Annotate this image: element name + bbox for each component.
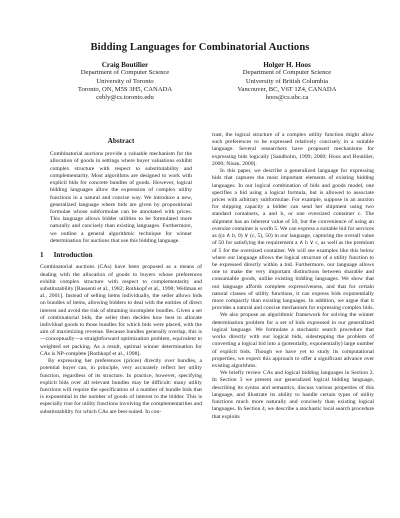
abstract-heading: Abstract <box>107 137 135 145</box>
section-heading <box>40 252 202 259</box>
author-block-2 <box>212 61 362 102</box>
paper-title: Bidding Languages for Combinatorial Auctions <box>90 42 310 53</box>
author-department: Department of Computer Science <box>242 69 332 77</box>
right-column <box>212 132 374 421</box>
section-title: Introduction <box>53 251 93 260</box>
body-paragraph: In this paper, we describe a generalized language for expressing bids that captures the most important elements of existing bidding languages. In our logical combination of bids and goods model, one specifies a bid using a logical formula, but is allowed to associate prices with arbitrary subformulae. For example, suppose in an auction for shipping capacity a bidder can send her shipment using two standard containers, a and b, or one oversized container c. The shipment has an inherent value of 50, but the convenience of using an oversize container is worth 5. We can express a suitable bid for services as ((a ∧ b, 0) ∨ (c, 5), 50) in our language, capturing the overall value of 50 for satisfying the requirement a ∧ b ∨ c, as well as the premium of 5 for the oversized container. We will see examples like this below where our language allows the logical structure of a utility function to be expressed directly within a bid. Furthermore, our language allows one to make the very important distinctions between sharable and consumable goods, unlike existing bidding languages. We show that our language affords complete expressiveness, and that for certain natural classes of utility functions, it can express bids exponentially more compactly than existing languages. In addition, we argue that it provides a natural and concise mechanism for expressing complex bids. <box>212 168 374 312</box>
body-paragraph: We briefly review CAs and logical bidding languages in Section 2. In Section 3 we present our generalized logical bidding language, describing its syntax and semantics, discuss various properties of this language, and illustrate its ability to handle certain types of utility functions much more naturally and concisely than existing logical languages. In Section 4, we describe a stochastic local search procedure that exploits <box>212 370 374 420</box>
author-name: Craig Boutilier <box>101 61 149 69</box>
author-university: University of British Columbia <box>245 77 329 85</box>
author-email: hoos@cs.ubc.ca <box>265 94 309 102</box>
author-block-1 <box>50 61 200 102</box>
author-address: Vancouver, BC, V6T 1Z4, CANADA <box>237 85 337 93</box>
author-address: Toronto, ON, M5S 3H5, CANADA <box>77 85 173 93</box>
author-email: cebly@cs.toronto.edu <box>96 94 154 102</box>
section-number: 1 <box>40 251 44 260</box>
abstract-text: Combinatorial auctions provide a valuable mechanism for the allocation of goods in settings where buyer valuations exhibit complex structure with respect to substitutability and complementarity. Most algorithms are designed to work with explicit bids for concrete bundles of goods. However, logical bidding languages allow the expression of complex utility functions in a natural and concise way. We introduce a new, generalized language where bids are given by propositional formulae whose subformulae can be annotated with prices. This language allows bidder utilities to be formulated more naturally and concisely than existing languages. Furthermore, we outline a general algorithmic technique for winner determination for auctions that use this bidding language. <box>50 151 192 244</box>
body-paragraph: By expressing her preferences (prices) directly over bundles, a potential buyer can, in principle, very accurately reflect her utility function, regardless of its structure. In practice, however, specifying explicit bids over all relevant bundles may be difficult: many utility functions will require the specification of a number of bundle bids that is exponential in the number of goods of interest to the bidder. This is especially true for utility functions involving the complementarities and substitutability for which CAs are best-suited. In con- <box>40 358 202 415</box>
author-name: Holger H. Hoos <box>263 61 311 69</box>
body-paragraph: Combinatorial auctions (CAs) have been proposed as a means of dealing with the allocation of goods to buyers whose preferences exhibit complex structure with respect to complementarity and substitutability [Rassenti et al., 1982; Rothkopf et al., 1998; Wellman et al., 2001]. Instead of selling items individually, the seller allows bids on bundles of items, allowing bidders to deal with the entities of direct interest and avoid the risk of obtaining incomplete bundles. Given a set of combinatorial bids, the seller then decides how best to allocate individual goods to those bundles for which bids were placed, with the aim of maximizing revenue. Because bundles generally overlap, this is—conceptually—a straightforward optimization problem, equivalent to weighted set packing. As a result, optimal winner determination for CAs is NP-complete [Rothkopf et al., 1998]. <box>40 264 202 357</box>
left-column <box>40 130 202 416</box>
body-paragraph: We also propose an algorithmic framework for solving the winner determination problem for a set of bids expressed in our generalized logical language. We formulate a stochastic search procedure that works directly with our logical bids, sidestepping the problem of converting a logical bid into a (potentially, exponentially) large number of explicit bids. Though we have yet to study its computational properties, we expect this approach to offer a significant advance over existing algorithms. <box>212 312 374 369</box>
abstract-body <box>40 151 202 245</box>
author-department: Department of Computer Science <box>80 69 170 77</box>
author-university: University of Toronto <box>96 77 154 85</box>
body-paragraph: trast, the logical structure of a complex utility function might allow such preferences to be expressed relatively concisely in a suitable language. Several researchers have proposed mechanisms for expressing bids logically [Sandholm, 1999; 2000; Hoos and Boutilier, 2000; Nisan, 2000]. <box>212 132 374 167</box>
